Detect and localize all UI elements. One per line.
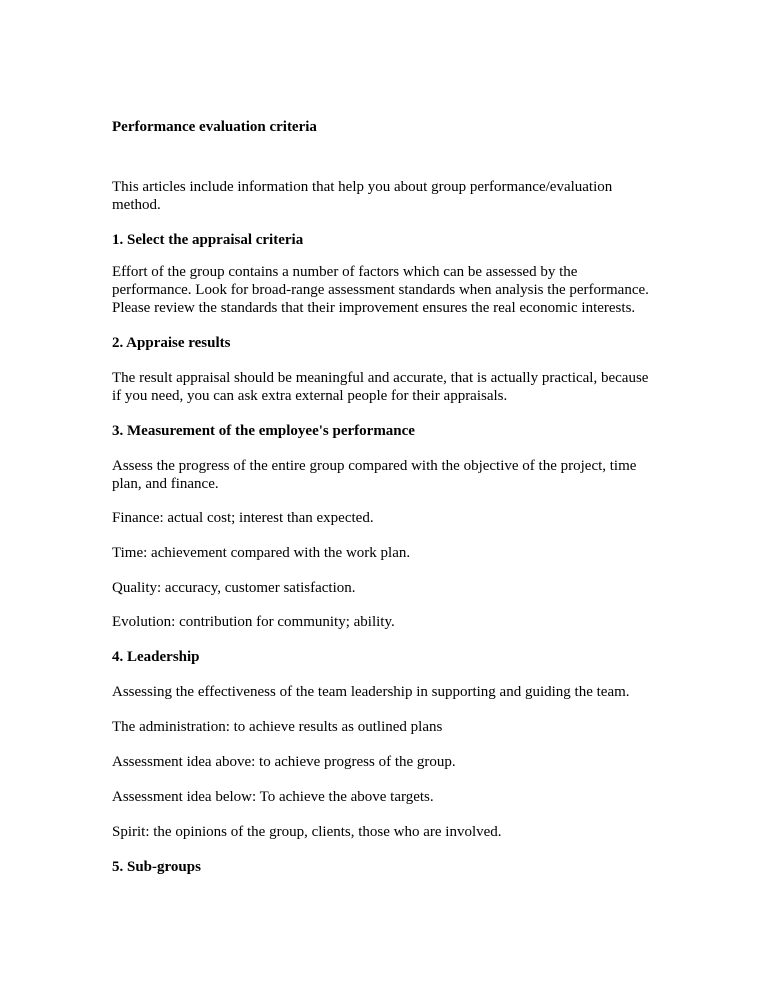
paragraph-line: Assessment idea below: To achieve the above targets. [112, 789, 434, 805]
section-heading: 4. Leadership [112, 649, 200, 665]
paragraph-line: performance. Look for broad-range assessment standards when analysis the performance. [112, 282, 649, 298]
paragraph-line: This articles include information that help you about group performance/evaluation [112, 179, 613, 195]
paragraph-line: The result appraisal should be meaningful and accurate, that is actually practical, because [112, 370, 649, 386]
paragraph-line: method. [112, 197, 161, 213]
section-heading: 2. Appraise results [112, 335, 231, 351]
paragraph-line: The administration: to achieve results as outlined plans [112, 719, 443, 735]
document-title: Performance evaluation criteria [112, 119, 317, 135]
paragraph-line: Assess the progress of the entire group compared with the objective of the project, time [112, 458, 637, 474]
section-heading: 5. Sub-groups [112, 859, 201, 875]
paragraph-line: Effort of the group contains a number of factors which can be assessed by the [112, 264, 578, 280]
paragraph-line: Time: achievement compared with the work plan. [112, 545, 411, 561]
paragraph-line: Spirit: the opinions of the group, clients, those who are involved. [112, 824, 502, 840]
paragraph-line: if you need, you can ask extra external people for their appraisals. [112, 388, 508, 404]
paragraph-line: Please review the standards that their improvement ensures the real economic interests. [112, 300, 636, 316]
paragraph-line: Assessment idea above: to achieve progress of the group. [112, 754, 456, 770]
paragraph-line: Quality: accuracy, customer satisfaction. [112, 580, 356, 596]
paragraph-line: Evolution: contribution for community; ability. [112, 614, 395, 630]
paragraph-line: Assessing the effectiveness of the team leadership in supporting and guiding the team. [112, 684, 630, 700]
paragraph-line: plan, and finance. [112, 476, 219, 492]
paragraph-line: Finance: actual cost; interest than expected. [112, 510, 374, 526]
section-heading: 3. Measurement of the employee's performance [112, 423, 415, 439]
section-heading: 1. Select the appraisal criteria [112, 232, 304, 248]
